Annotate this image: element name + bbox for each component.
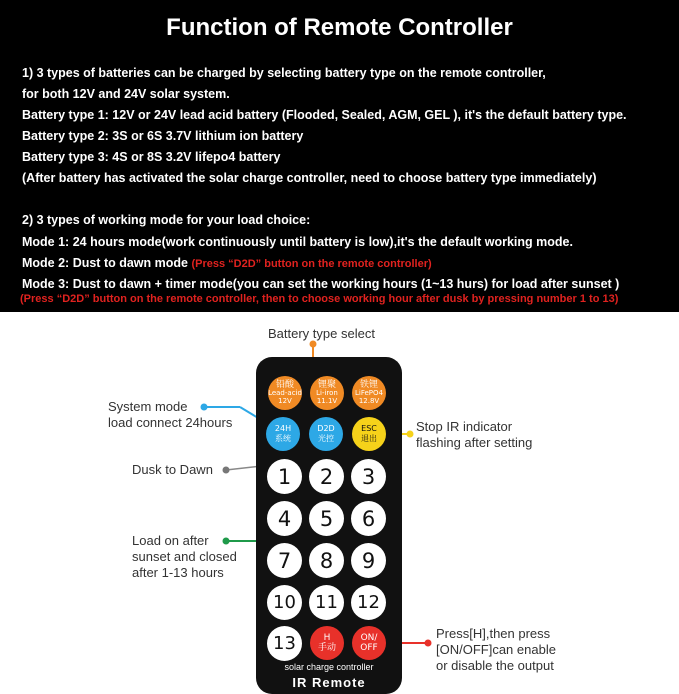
system-mode-line-2: load connect 24hours	[108, 415, 233, 430]
press-h-label	[436, 626, 556, 674]
key-en-label: Lead-acid	[268, 389, 302, 397]
battery-li-ion-button[interactable]	[310, 376, 344, 410]
header-line-1: 1) 3 types of batteries can be charged by selecting battery type on the remote controller,	[22, 66, 546, 80]
battery-lead-acid-button[interactable]	[268, 376, 302, 410]
key-cn-label: 锂聚	[317, 380, 336, 390]
number-button-4[interactable]: 4	[267, 501, 302, 536]
number-button-8[interactable]: 8	[309, 543, 344, 578]
mode-24h-button[interactable]	[266, 417, 300, 451]
key-bottom-label: 系统	[275, 434, 291, 443]
press-h-line-1: Press[H],then press	[436, 626, 551, 641]
stop-ir-line-2: flashing after setting	[416, 435, 533, 450]
key-top-label: ON/	[360, 633, 378, 643]
mode3-note: (Press “D2D” button on the remote controller, then to choose working hour after dusk by pressing number 1 to 13)	[20, 293, 619, 305]
stop-ir-label	[416, 419, 532, 451]
number-button-9[interactable]: 9	[351, 543, 386, 578]
load-on-line-2: sunset and closed	[132, 549, 237, 564]
header-line-5: Battery type 3: 4S or 8S 3.2V lifepo4 battery	[22, 150, 281, 164]
header-line-4: Battery type 2: 3S or 6S 3.7V lithium ion battery	[22, 129, 304, 143]
key-top-label: H	[323, 633, 331, 643]
key-bottom-label: 光控	[318, 434, 334, 443]
number-button-5[interactable]: 5	[309, 501, 344, 536]
load-on-line-1: Load on after	[132, 533, 209, 548]
number-button-2[interactable]: 2	[309, 459, 344, 494]
number-button-7[interactable]: 7	[267, 543, 302, 578]
key-voltage-label: 12V	[278, 397, 292, 405]
page-title: Function of Remote Controller	[166, 14, 513, 41]
on-off-button[interactable]	[352, 626, 386, 660]
number-button-10[interactable]: 10	[267, 585, 302, 620]
header-line-6: (After battery has activated the solar charge controller, need to choose battery type immediately)	[22, 171, 597, 185]
mode2-note: (Press “D2D” button on the remote controller)	[191, 258, 432, 270]
header-line-8: Mode 1: 24 hours mode(work continuously until battery is low),it's the default working mode.	[22, 235, 573, 249]
header-line-2: for both 12V and 24V solar system.	[22, 87, 230, 101]
press-h-line-2: [ON/OFF]can enable	[436, 642, 556, 657]
system-mode-line-1: System mode	[108, 399, 188, 414]
mode2-text: Mode 2: Dust to dawn mode	[22, 256, 188, 270]
key-voltage-label: 11.1V	[316, 397, 338, 405]
load-on-label	[132, 533, 237, 581]
key-top-label: 24H	[274, 424, 292, 433]
load-on-line-3: after 1-13 hours	[132, 565, 224, 580]
remote-subtitle: solar charge controller	[284, 662, 374, 672]
key-bottom-label: OFF	[360, 643, 378, 653]
esc-button[interactable]	[352, 417, 386, 451]
key-en-label: Li-iron	[316, 389, 338, 397]
key-top-label: D2D	[317, 424, 335, 433]
key-bottom-label: 手动	[317, 643, 336, 653]
manual-h-button[interactable]	[310, 626, 344, 660]
dusk-to-dawn-label: Dusk to Dawn	[132, 462, 213, 477]
ir-remote	[256, 357, 402, 694]
key-en-label: LiFePO4	[355, 389, 383, 397]
key-cn-label: 铅酸	[275, 380, 294, 390]
key-cn-label: 铁锂	[359, 380, 378, 390]
number-button-11[interactable]: 11	[309, 585, 344, 620]
key-bottom-label: 退出	[361, 434, 377, 443]
stop-ir-line-1: Stop IR indicator	[416, 419, 513, 434]
number-button-1[interactable]: 1	[267, 459, 302, 494]
number-button-3[interactable]: 3	[351, 459, 386, 494]
key-top-label: ESC	[361, 424, 377, 433]
number-button-13[interactable]: 13	[267, 626, 302, 661]
number-button-6[interactable]: 6	[351, 501, 386, 536]
header-line-10: Mode 3: Dust to dawn + timer mode(you can set the working hours (1~13 hurs) for load after sunset )	[22, 277, 620, 291]
number-button-12[interactable]: 12	[351, 585, 386, 620]
press-h-line-3: or disable the output	[436, 658, 554, 673]
system-mode-label	[108, 399, 232, 431]
battery-type-select-label: Battery type select	[268, 326, 375, 341]
header-line-7: 2) 3 types of working mode for your load choice:	[22, 213, 311, 227]
header-line-3: Battery type 1: 12V or 24V lead acid battery (Flooded, Sealed, AGM, GEL ), it's the default battery type.	[22, 108, 627, 122]
mode-d2d-button[interactable]	[309, 417, 343, 451]
remote-name: IR Remote	[292, 675, 366, 690]
key-voltage-label: 12.8V	[358, 397, 380, 405]
battery-lifepo4-button[interactable]	[352, 376, 386, 410]
